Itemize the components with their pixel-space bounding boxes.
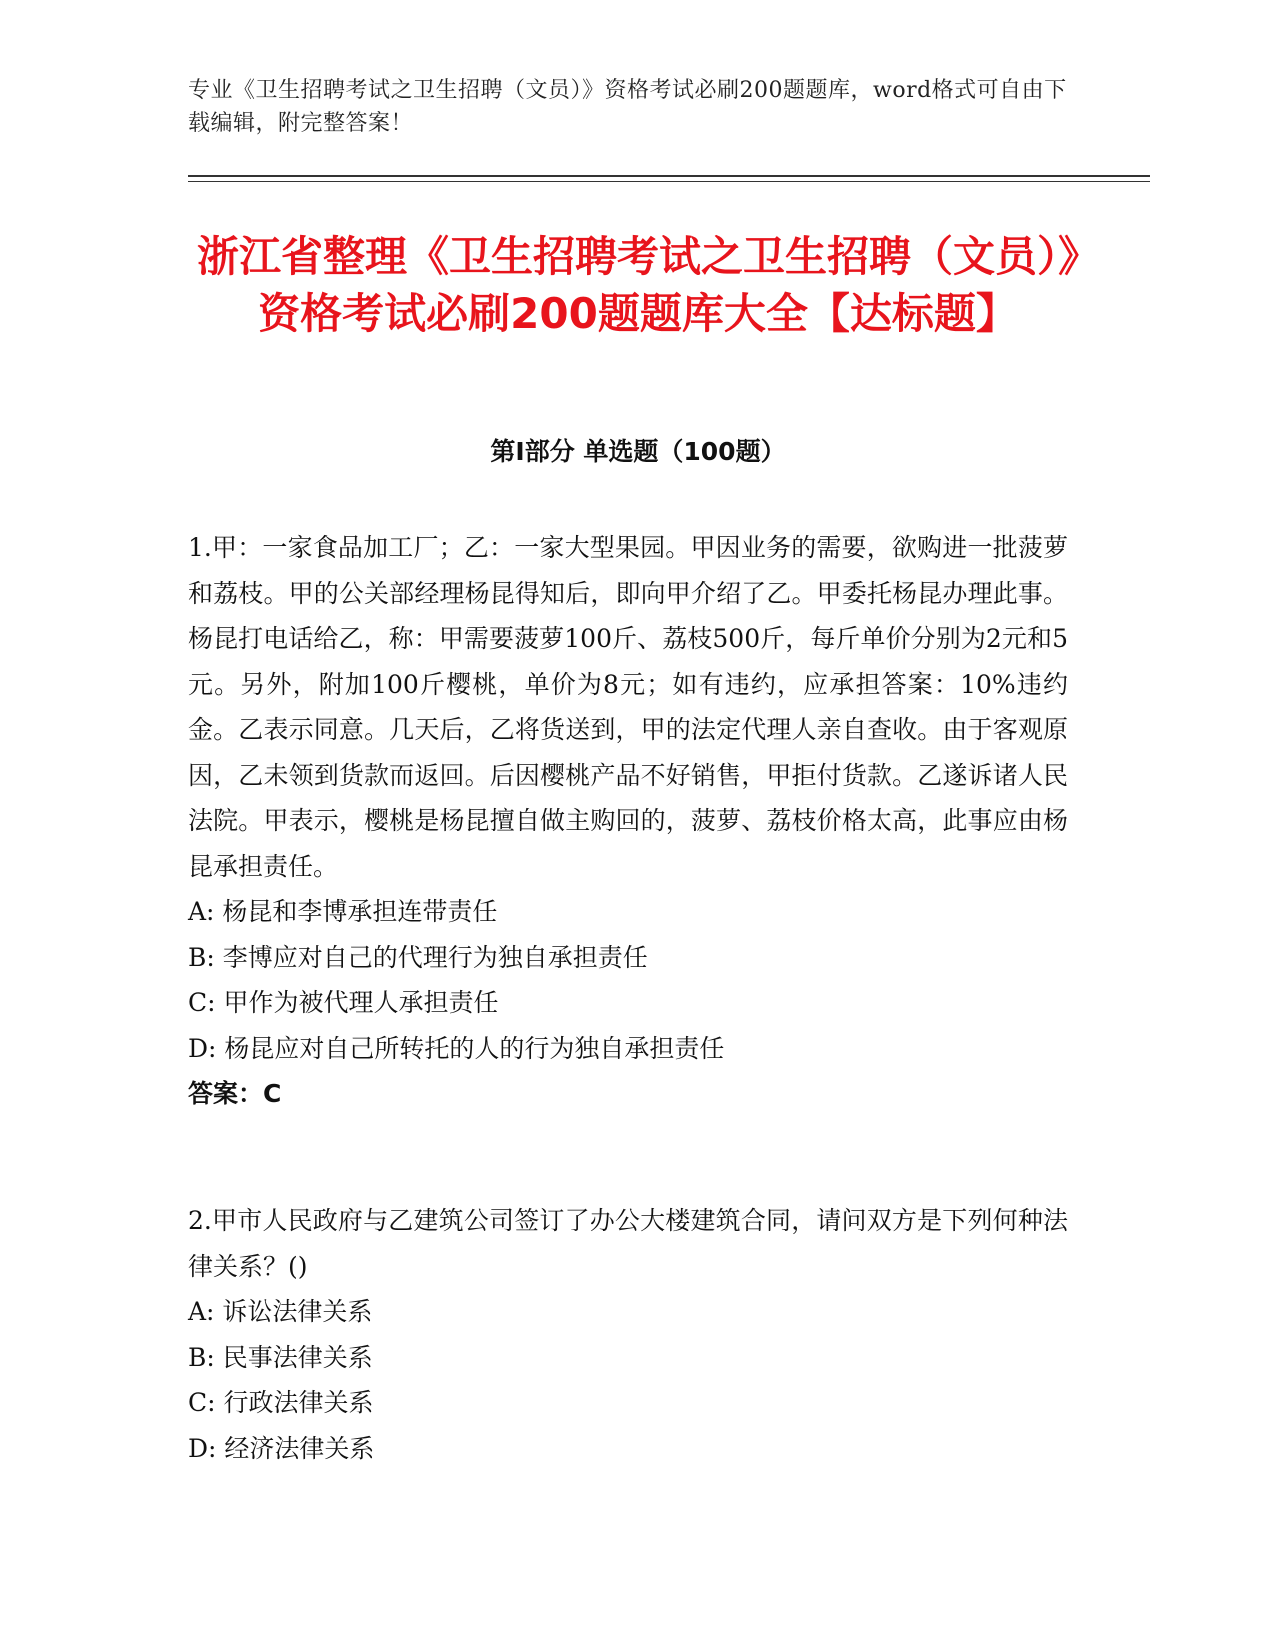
option-a: A: 诉讼法律关系 bbox=[188, 1297, 373, 1326]
question-2 bbox=[188, 1198, 1068, 1471]
option-b: B: 民事法律关系 bbox=[188, 1342, 373, 1372]
header-rule-thin bbox=[188, 181, 1150, 182]
question-1 bbox=[188, 525, 1068, 1117]
section-title: 第Ⅰ部分 单选题（100题） bbox=[490, 437, 786, 466]
answer-line: 答案：C bbox=[188, 1079, 282, 1108]
option-a: A: 杨昆和李博承担连带责任 bbox=[188, 897, 498, 926]
header-rule-thick bbox=[188, 175, 1150, 177]
option-c: C: 行政法律关系 bbox=[188, 1388, 374, 1417]
question-text: 2.甲市人民政府与乙建筑公司签订了办公大楼建筑合同，请问双方是下列何种法律关系？() bbox=[188, 1206, 1068, 1281]
question-text: 1.甲：一家食品加工厂；乙：一家大型果园。甲因业务的需要，欲购进一批菠萝和荔枝。甲的公关部经理杨昆得知后，即向甲介绍了乙。甲委托杨昆办理此事。杨昆打电话给乙，称：甲需要菠萝100斤、荔枝500斤，每斤单价分别为2元和5元。另外，附加100斤樱桃，单价为8元；如有违约，应承担答案：10%违约金。乙表示同意。几天后，乙将货送到，甲的法定代理人亲自查收。由于客观原因，乙未领到货款而返回。后因樱桃产品不好销售，甲拒付货款。乙遂诉诸人民法院。甲表示，樱桃是杨昆擅自做主购回的，菠萝、荔枝价格太高，此事应由杨昆承担责任。 bbox=[188, 533, 1068, 881]
header-note: 专业《卫生招聘考试之卫生招聘（文员）》资格考试必刷200题题库，word格式可自由下载编辑，附完整答案！ bbox=[188, 78, 1067, 136]
option-c: C: 甲作为被代理人承担责任 bbox=[188, 988, 499, 1017]
option-d: D: 杨昆应对自己所转托的人的行为独自承担责任 bbox=[188, 1033, 725, 1063]
document-title: 浙江省整理《卫生招聘考试之卫生招聘（文员）》资格考试必刷200题题库大全【达标题】 bbox=[196, 232, 1079, 338]
option-d: D: 经济法律关系 bbox=[188, 1433, 375, 1463]
option-b: B: 李博应对自己的代理行为独自承担责任 bbox=[188, 942, 648, 972]
